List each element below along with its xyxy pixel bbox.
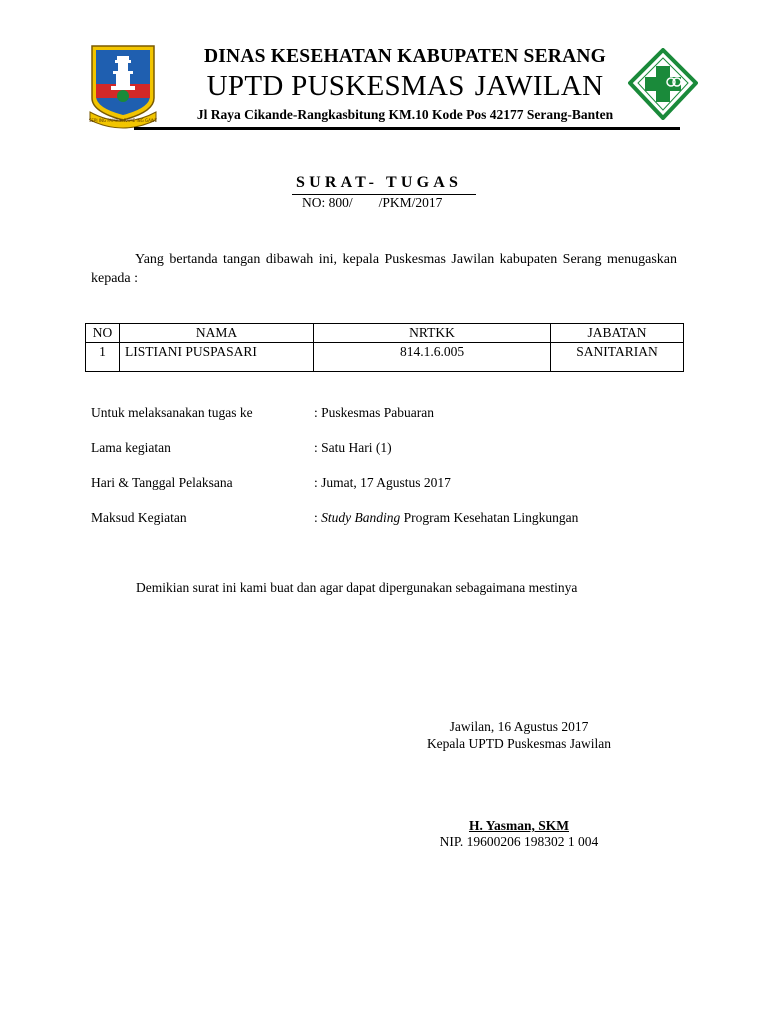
agency-name: DINAS KESEHATAN KABUPATEN SERANG <box>203 46 607 67</box>
document-number: NO: 800/ /PKM/2017 <box>302 195 443 210</box>
table-header-row <box>86 324 684 343</box>
cell-no: 1 <box>86 343 120 372</box>
detail-value-maksud: : Study Banding Program Kesehatan Lingkungan <box>314 510 579 525</box>
header-nama: NAMA <box>120 324 314 343</box>
staff-table <box>85 323 684 372</box>
seal-motto: SEPI ING PAMRIH RAME ING GAWE <box>88 118 158 123</box>
document-title: SURAT- TUGAS <box>296 174 463 191</box>
detail-value-tugas: : Puskesmas Pabuaran <box>314 405 434 420</box>
office-name: UPTD PUSKESMAS JAWILAN <box>206 70 604 102</box>
signature-place-date: Jawilan, 16 Agustus 2017 <box>449 719 589 734</box>
letterhead-rule <box>134 127 680 130</box>
cell-nama: LISTIANI PUSPASARI <box>120 343 314 372</box>
detail-value-lama: : Satu Hari (1) <box>314 440 392 455</box>
closing-sentence: Demikian surat ini kami buat dan agar dapat dipergunakan sebagaimana mestinya <box>136 580 578 595</box>
detail-label-maksud: Maksud Kegiatan <box>91 510 187 525</box>
office-address: Jl Raya Cikande-Rangkasbitung KM.10 Kode Pos 42177 Serang-Banten <box>196 107 614 122</box>
puskesmas-logo-icon <box>628 48 698 120</box>
kabupaten-serang-seal-icon <box>86 42 160 130</box>
detail-label-tugas: Untuk melaksanakan tugas ke <box>91 405 253 420</box>
signatory-nip: NIP. 19600206 198302 1 004 <box>439 834 599 849</box>
signature-position: Kepala UPTD Puskesmas Jawilan <box>426 736 612 751</box>
detail-label-lama: Lama kegiatan <box>91 440 171 455</box>
header-jabatan: JABATAN <box>551 324 684 343</box>
header-nrtkk: NRTKK <box>314 324 551 343</box>
header-no: NO <box>86 324 120 343</box>
signatory-name: H. Yasman, SKM <box>468 818 569 833</box>
cell-jabatan: SANITARIAN <box>551 343 684 372</box>
detail-label-tanggal: Hari & Tanggal Pelaksana <box>91 475 233 490</box>
detail-value-tanggal: : Jumat, 17 Agustus 2017 <box>314 475 451 490</box>
intro-paragraph: Yang bertanda tangan dibawah ini, kepala Puskesmas Jawilan kabupaten Serang menugaskan kepada : <box>91 252 677 286</box>
cell-nrtkk: 814.1.6.005 <box>314 343 551 372</box>
table-row <box>86 343 684 372</box>
